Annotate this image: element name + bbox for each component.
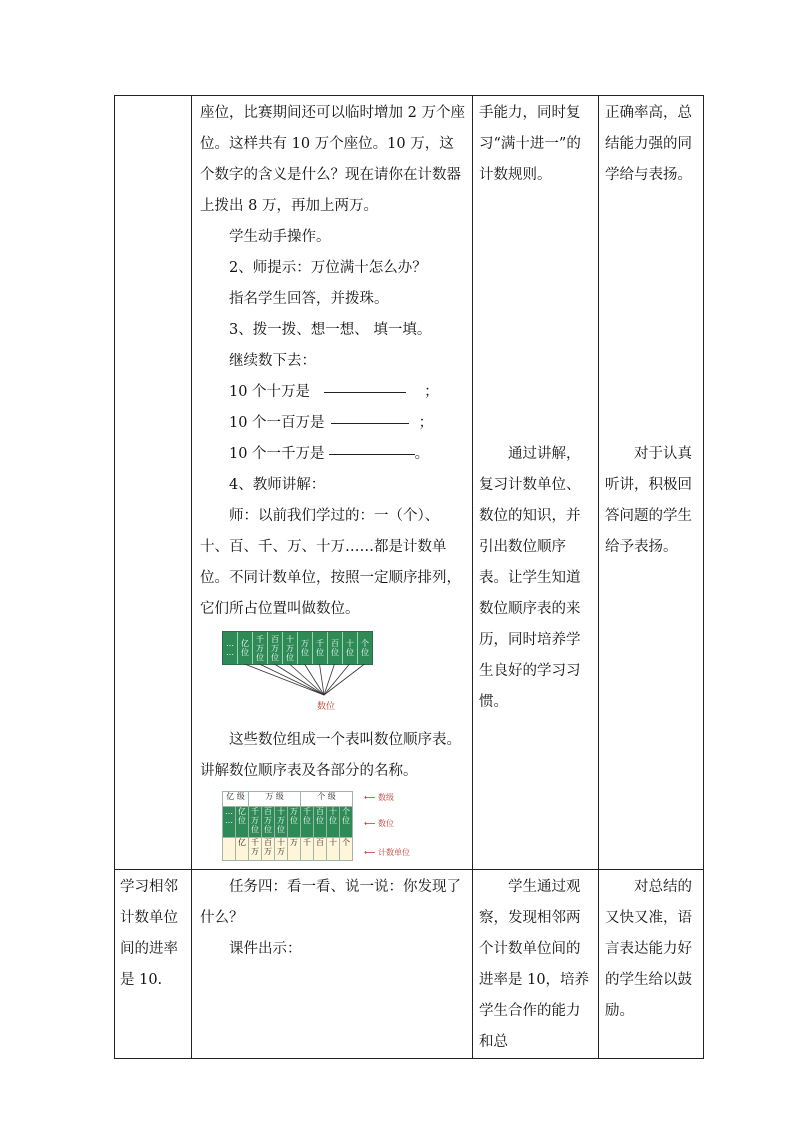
place-label: 数位 — [317, 702, 336, 712]
blank-underline — [331, 422, 409, 424]
activity-paragraph: 这些数位组成一个表叫数位顺序表。 — [229, 732, 461, 748]
blank-cell — [223, 838, 236, 861]
unit-label-text: 计数单位 — [378, 848, 411, 857]
unit-cell: 百 — [314, 838, 327, 861]
blank-underline — [329, 453, 415, 455]
unit-cell: 万 — [288, 838, 301, 861]
place-value-cell: 十 万 位 — [283, 632, 298, 664]
evaluation-cell — [599, 870, 704, 1059]
unit-cell: 千 — [301, 838, 314, 861]
unit-cell: 个 — [340, 838, 353, 861]
connector-line — [324, 664, 365, 695]
connector-line — [275, 664, 325, 695]
digit-label: ⟵ 数位 — [364, 819, 395, 828]
fill-blank-line — [200, 408, 468, 439]
intent-cell — [473, 96, 599, 870]
intent-text: 学生通过观察，发现相邻两个计数单位间的进率是 10，培养学生合作的能力和总 — [479, 879, 590, 1050]
fill-blank-prompt: 10 个十万是 — [229, 384, 311, 400]
activity-paragraph: 指名学生回答，并拨珠。 — [229, 291, 389, 307]
connector-line — [320, 664, 325, 695]
goal-cell-empty — [115, 96, 192, 870]
evaluation-text: 正确率高，总结能力强的同学给与表扬。 — [605, 105, 692, 183]
digit-cell: 十 位 — [327, 807, 340, 838]
period-header: 亿 级 — [223, 792, 249, 807]
fill-blank-end: ； — [424, 384, 439, 400]
goal-cell — [115, 870, 192, 1059]
period-row — [223, 792, 353, 807]
place-value-cell: 亿 位 — [238, 632, 253, 664]
period-header: 万 级 — [249, 792, 301, 807]
blank-underline — [324, 391, 406, 393]
digit-row — [223, 807, 353, 838]
unit-cell: 十 万 — [275, 838, 288, 861]
connector-line — [324, 664, 350, 695]
fill-blank-end: 。 — [414, 446, 430, 462]
place-value-table — [222, 791, 353, 861]
place-value-cell: 十 位 — [343, 632, 358, 664]
unit-cell: 千 万 — [249, 838, 262, 861]
unit-cell: 十 — [327, 838, 340, 861]
connector-line — [324, 664, 335, 695]
connector-line — [245, 664, 325, 695]
digit-cell: 千 万 位 — [249, 807, 262, 838]
digit-cell: 万 位 — [288, 807, 301, 838]
evaluation-text: 对于认真听讲，积极回答问题的学生给予表扬。 — [605, 446, 692, 555]
fill-blank-line — [200, 439, 468, 470]
goal-text: 学习相邻计数单位间的进率是 10. — [120, 879, 178, 988]
place-value-cell: 个 位 — [358, 632, 372, 664]
activity-cell — [192, 870, 473, 1059]
fill-blank-prompt: 10 个一百万是 — [229, 415, 325, 431]
place-value-chart — [222, 791, 472, 869]
digit-cell: 个 位 — [340, 807, 353, 838]
activity-paragraph: 任务四：看一看、说一说：你发现了什么？ — [200, 879, 461, 926]
lesson-plan-table — [114, 95, 704, 1059]
place-value-cell: 千 万 位 — [253, 632, 268, 664]
intent-text: 手能力，同时复习“满十进一”的计数规则。 — [479, 105, 581, 183]
evaluation-cell — [599, 96, 704, 870]
table-row — [115, 96, 704, 870]
activity-cell — [192, 96, 473, 870]
period-header: 个 级 — [301, 792, 353, 807]
digit-cell: 百 万 位 — [262, 807, 275, 838]
activity-paragraph: 3、拨一拨、想一想、 填一填。 — [229, 322, 432, 338]
fill-blank-prompt: 10 个一千万是 — [229, 446, 325, 462]
digit-cell: 千 位 — [301, 807, 314, 838]
place-value-diagram — [222, 631, 462, 715]
ellipsis-cell: … … — [223, 807, 236, 838]
place-value-cell: … … — [223, 632, 238, 664]
place-value-cell: 千 位 — [313, 632, 328, 664]
place-value-cell: 百 位 — [328, 632, 343, 664]
digit-cell: 亿 位 — [236, 807, 249, 838]
unit-label: ⟵ 计数单位 — [364, 848, 411, 857]
place-value-cell: 百 万 位 — [268, 632, 283, 664]
connector-lines — [222, 631, 462, 715]
fill-blank-line — [200, 377, 468, 408]
connector-line — [290, 664, 325, 695]
activity-paragraph: 4、教师讲解： — [229, 477, 326, 493]
table-row — [115, 870, 704, 1059]
activity-paragraph: 座位，比赛期间还可以临时增加 2 万个座位。这样共有 10 万个座位。10 万，这个数字的含义是什么？现在请你在计数器上拨出 8 万，再加上两万。 — [200, 105, 465, 214]
activity-paragraph: 继续数下去： — [229, 353, 316, 369]
unit-row — [223, 838, 353, 861]
activity-paragraph: 课件出示： — [229, 941, 302, 957]
activity-paragraph: 学生动手操作。 — [229, 229, 331, 245]
unit-cell: 百 万 — [262, 838, 275, 861]
digit-cell: 十 万 位 — [275, 807, 288, 838]
activity-paragraph: 2、师提示：万位满十怎么办？ — [229, 260, 427, 276]
place-value-cell: 万 位 — [298, 632, 313, 664]
digit-cell: 百 位 — [314, 807, 327, 838]
period-label-text: 数级 — [378, 793, 395, 802]
evaluation-text: 对总结的又快又准，语言表达能力好的学生给以鼓励。 — [605, 879, 692, 1019]
activity-paragraph: 讲解数位顺序表及各部分的名称。 — [200, 763, 418, 779]
intent-cell — [473, 870, 599, 1059]
unit-cell: 亿 — [236, 838, 249, 861]
intent-text: 通过讲解，复习计数单位、数位的知识，并引出数位顺序表。让学生知道数位顺序表的来历，同时培养学生良好的学习习惯。 — [479, 446, 581, 710]
digit-label-text: 数位 — [378, 819, 395, 828]
activity-paragraph: 师：以前我们学过的：一（个）、十、百、千、万、十万……都是计数单位。不同计数单位，按照一定顺序排列，它们所占位置叫做数位。 — [200, 508, 461, 617]
period-label: ⟵ 数级 — [364, 793, 395, 802]
fill-blank-end: ； — [418, 415, 434, 431]
